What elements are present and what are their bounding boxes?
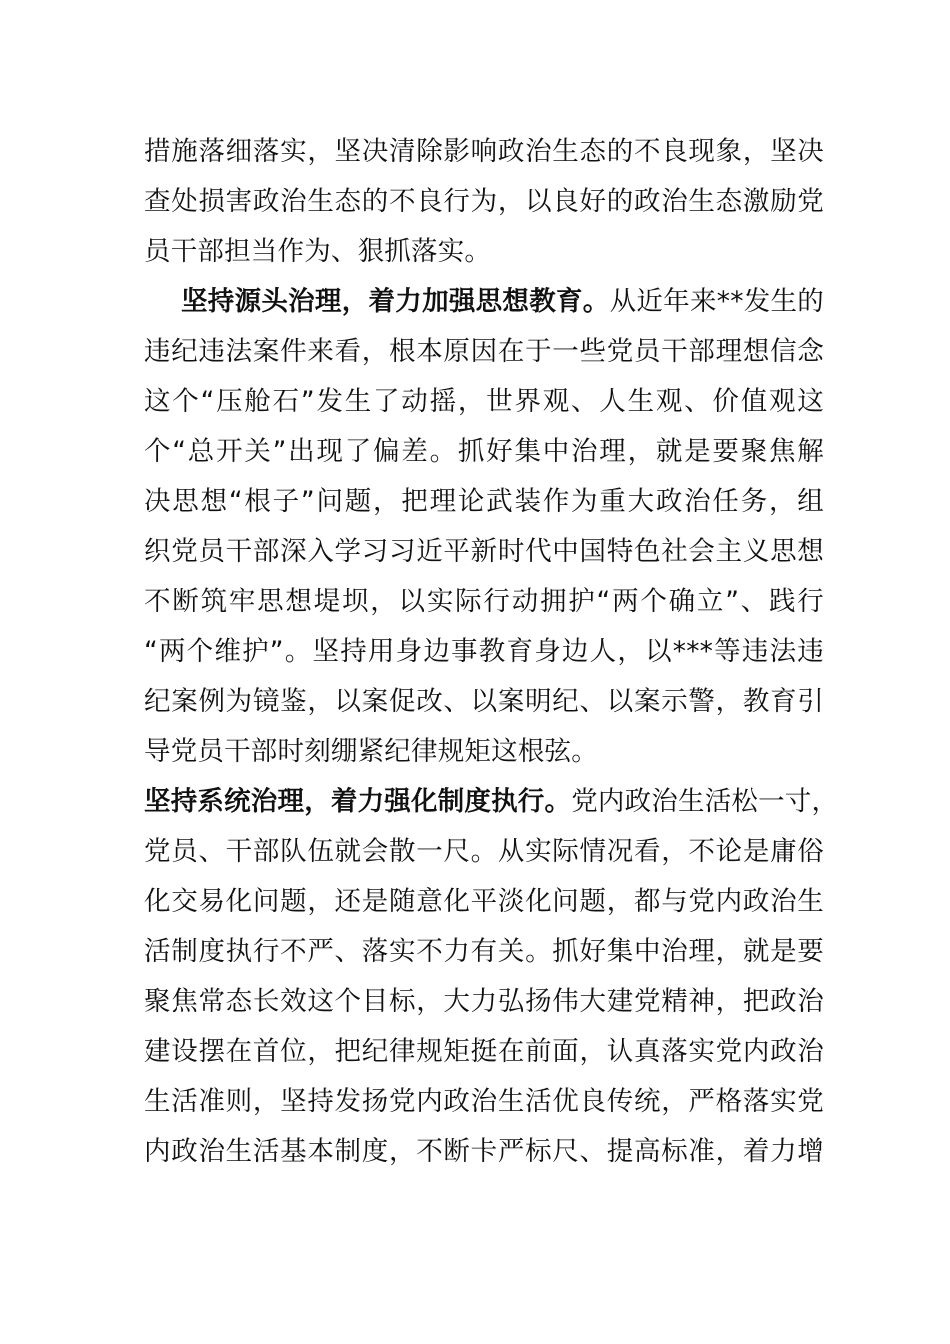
paragraph-line: 内政治生活基本制度，不断卡严标尺、提高标准，着力增 <box>144 1136 824 1167</box>
paragraph-text: 从近年来**发生的 <box>609 286 824 317</box>
section-heading-line <box>181 282 824 322</box>
paragraph-line: 导党员干部时刻绷紧纪律规矩这根弦。 <box>144 736 598 767</box>
section-heading-line <box>144 782 839 822</box>
paragraph-line: 措施落细落实，坚决清除影响政治生态的不良现象，坚决 <box>144 136 824 167</box>
paragraph-line: “两个维护”。坚持用身边事教育身边人，以***等违法违 <box>144 636 824 667</box>
paragraph-line: 化交易化问题，还是随意化平淡化问题，都与党内政治生 <box>144 886 824 917</box>
paragraph-line: 不断筑牢思想堤坝，以实际行动拥护“两个确立”、践行 <box>144 586 824 617</box>
paragraph-line: 生活准则，坚持发扬党内政治生活优良传统，严格落实党 <box>144 1086 824 1117</box>
paragraph-text: 党内政治生活松一寸， <box>571 786 839 817</box>
paragraph-line: 聚焦常态长效这个目标，大力弘扬伟大建党精神，把政治 <box>144 986 824 1017</box>
paragraph-line: 党员、干部队伍就会散一尺。从实际情况看，不论是庸俗 <box>144 836 824 867</box>
paragraph-line: 决思想“根子”问题，把理论武装作为重大政治任务，组 <box>144 486 824 517</box>
paragraph-line: 个“总开关”出现了偏差。抓好集中治理，就是要聚焦解 <box>144 436 824 467</box>
paragraph-line: 这个“压舱石”发生了动摇，世界观、人生观、价值观这 <box>144 386 824 417</box>
paragraph-line: 查处损害政治生态的不良行为，以良好的政治生态激励党 <box>144 186 824 217</box>
paragraph-line: 活制度执行不严、落实不力有关。抓好集中治理，就是要 <box>144 936 824 967</box>
paragraph-line: 纪案例为镜鉴，以案促改、以案明纪、以案示警，教育引 <box>144 686 824 717</box>
paragraph-line: 织党员干部深入学习习近平新时代中国特色社会主义思想 <box>144 536 824 567</box>
section-heading-system-governance: 坚持系统治理，着力强化制度执行。 <box>144 786 572 817</box>
paragraph-line: 员干部担当作为、狠抓落实。 <box>144 236 492 267</box>
paragraph-line: 违纪违法案件来看，根本原因在于一些党员干部理想信念 <box>144 336 824 367</box>
section-heading-source-governance: 坚持源头治理，着力加强思想教育。 <box>181 286 610 317</box>
paragraph-line: 建设摆在首位，把纪律规矩挺在前面，认真落实党内政治 <box>144 1036 824 1067</box>
